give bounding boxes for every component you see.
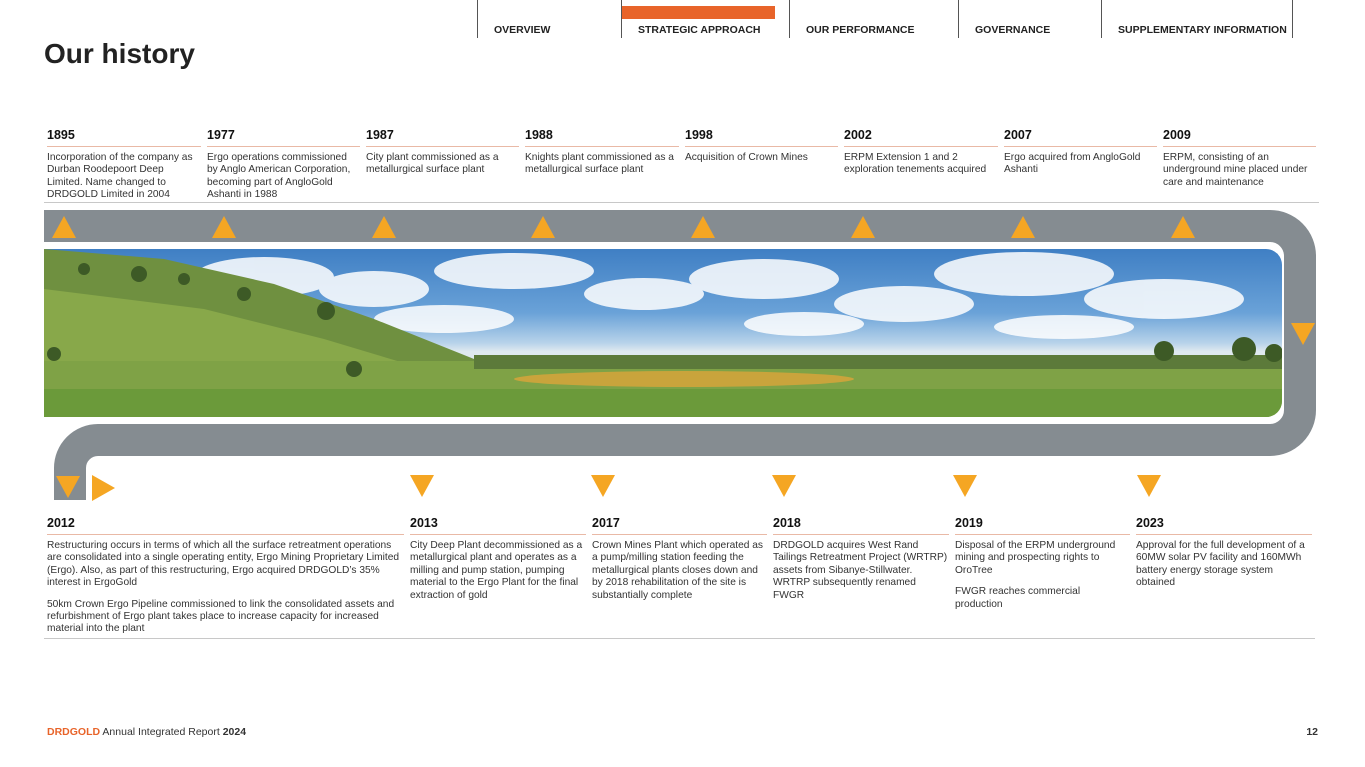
- page-number: 12: [1306, 726, 1318, 738]
- timeline-event: [1133, 516, 1315, 645]
- down-marker-2023: [1137, 475, 1161, 497]
- tab-label: SUPPLEMENTARY INFORMATION: [1118, 24, 1287, 36]
- event-description: [773, 535, 949, 602]
- event-text: Restructuring occurs in terms of which all the surface retreatment operations are consolidated into a single operating entity, Ergo Mining Proprietary Limited (Ergo). Also, as part of this restructuring, Ergo acquired DRDGOLD’s 35% interest in ErgoGold: [47, 540, 400, 589]
- tab-label: GOVERNANCE: [975, 24, 1051, 36]
- event-description: [955, 535, 1130, 611]
- event-text: Ergo acquired from AngloGold Ashanti: [1004, 152, 1141, 176]
- event-year: 2019: [955, 516, 1130, 535]
- timeline-bottom: [44, 516, 1315, 645]
- event-year: 2018: [773, 516, 949, 535]
- event-text: Knights plant commissioned as a metallurgical surface plant: [525, 152, 674, 176]
- event-year: 2002: [844, 128, 998, 147]
- event-text: ERPM Extension 1 and 2 exploration tenements acquired: [844, 152, 987, 176]
- event-year: 1987: [366, 128, 519, 147]
- timeline-event: [952, 516, 1133, 645]
- tab-label: OUR PERFORMANCE: [806, 24, 915, 36]
- footer-report-name: Annual Integrated Report: [100, 726, 223, 738]
- timeline-event: [44, 516, 407, 645]
- event-year: 2012: [47, 516, 404, 535]
- down-marker-2013: [410, 475, 434, 497]
- event-text: 50km Crown Ergo Pipeline commissioned to link the consolidated assets and refurbishment of Ergo plant takes place to increase capacity for increased material into the plant: [47, 598, 395, 635]
- event-text: City Deep Plant decommissioned as a metallurgical plant and operates as a milling and pump station, pumping material to the Ergo Plant for the final extraction of gold: [410, 540, 583, 601]
- event-year: 2007: [1004, 128, 1157, 147]
- event-text: ERPM, consisting of an underground mine placed under care and maintenance: [1163, 152, 1308, 188]
- event-year: 1988: [525, 128, 679, 147]
- event-description: [47, 535, 404, 636]
- tab-label: STRATEGIC APPROACH: [638, 24, 761, 36]
- event-year: 2017: [592, 516, 767, 535]
- event-year: 2023: [1136, 516, 1312, 535]
- event-year: 1977: [207, 128, 360, 147]
- timeline-event: [770, 516, 952, 645]
- timeline-event: [407, 516, 589, 645]
- event-text: FWGR reaches commercial production: [955, 586, 1081, 610]
- landscape-illustration: [44, 249, 1282, 417]
- down-marker-2019: [953, 475, 977, 497]
- event-description: [592, 535, 767, 602]
- event-text: Approval for the full development of a 60MW solar PV facility and 160MWh battery energy storage system obtained: [1136, 540, 1305, 589]
- landscape-photo: [44, 249, 1282, 417]
- event-text: Disposal of the ERPM underground mining and prospecting rights to OroTree: [955, 540, 1116, 576]
- event-text: Crown Mines Plant which operated as a pump/milling station feeding the metallurgical plants closes down and by 2018 rehabilitation of the site is substantially complete: [592, 540, 764, 601]
- event-text: DRDGOLD acquires West Rand Tailings Retreatment Project (WRTRP) assets from Sibanye-Stillwater. WRTRP subsequently renamed FWGR: [773, 540, 948, 601]
- event-year: 2009: [1163, 128, 1316, 147]
- tab-label: OVERVIEW: [494, 24, 551, 36]
- event-year: 1895: [47, 128, 201, 147]
- page-title: Our history: [44, 38, 195, 69]
- event-text: City plant commissioned as a metallurgical surface plant: [366, 152, 499, 176]
- right-arrow-marker: [92, 475, 115, 501]
- event-text: Ergo operations commissioned by Anglo American Corporation, becoming part of AngloGold Ashanti in 1988: [207, 152, 351, 201]
- event-text: Incorporation of the company as Durban Roodepoort Deep Limited. Name changed to DRDGOLD Limited in 2004: [47, 152, 193, 201]
- event-description: [1136, 535, 1312, 590]
- divider: [44, 638, 1315, 639]
- event-year: 1998: [685, 128, 838, 147]
- down-marker-2017: [591, 475, 615, 497]
- event-year: 2013: [410, 516, 586, 535]
- down-marker-2018: [772, 475, 796, 497]
- timeline-event: [589, 516, 770, 645]
- footer-brand: DRDGOLD: [47, 726, 101, 738]
- event-text: Acquisition of Crown Mines: [685, 152, 808, 163]
- event-description: [410, 535, 586, 602]
- footer-year: 2024: [222, 726, 247, 738]
- footer: [47, 726, 246, 738]
